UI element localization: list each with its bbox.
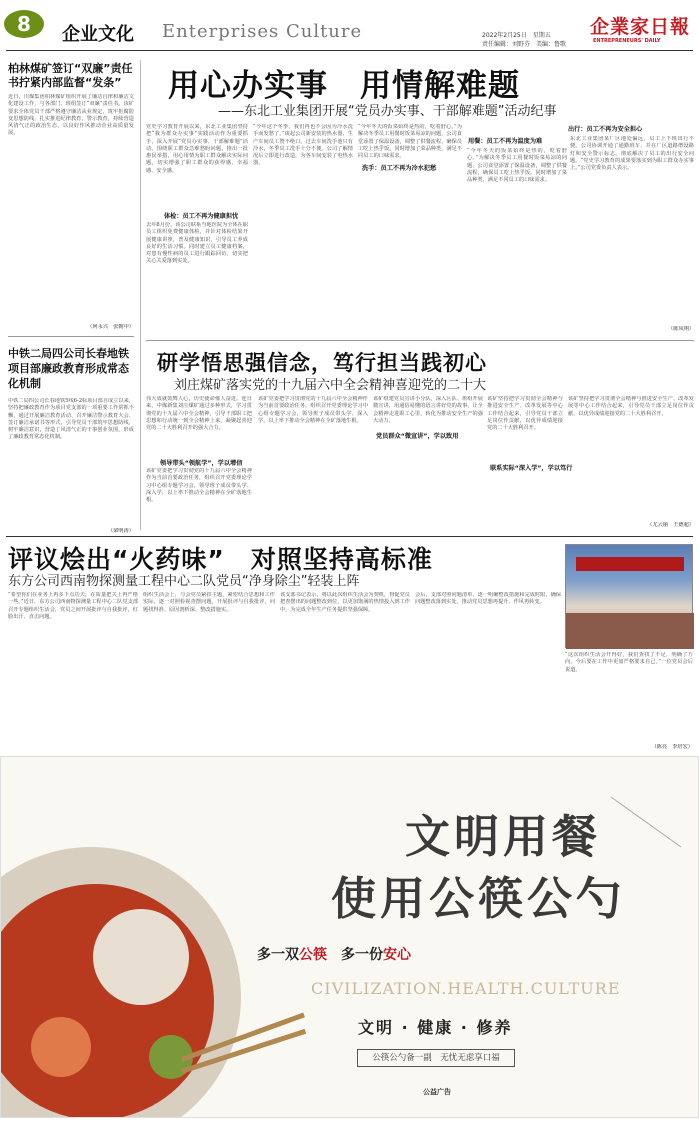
ad-slogan-c: 多一份 — [341, 947, 383, 963]
middle-byline: （尤云丽 王德超） — [647, 522, 694, 528]
lead-byline: （陈凤翔） — [668, 326, 694, 332]
meeting-photo — [565, 544, 693, 648]
story2-title: 中铁二局四公司长春地铁项目部廉政教育形成常态化机制 — [8, 347, 129, 390]
lead-body-col1: 党史学习教育开展以来，东北工业集团坚持把“我为群众办实事”实践活动作为重要抓手，深入开展“党员办实事、干部解难题”活动，围绕职工群众急难愁盼问题，推出一批惠民举措，用心用情为职工群众解决实际问题，切实增强了职工群众的获得感、幸福感、安全感。 — [146, 124, 248, 174]
brand-logo-en: ENTREPRENEURS' DAILY — [593, 38, 661, 44]
lead-body-col6: 东北工业集团某厂区地处偏远，员工上下班出行不便。公司协调开通了通勤班车，并在厂区道路增设路灯和安全警示标志，彻底解决了员工的出行安全问题。“党史学习教育的成果要落实到为职工群众办实事上。”公司党委负责人表示。 — [570, 136, 694, 172]
lead-title: 用心办实事 用情解难题 — [168, 68, 520, 104]
ad-headline-2: 使用公筷公勺 — [330, 872, 625, 925]
middle-subtitle: 刘庄煤矿落实党的十九届六中全会精神喜迎党的二十大 — [174, 378, 487, 393]
middle-body-col4: 该矿坚持把学习贯彻全会精神与推进安全生产、改革发展等中心工作结合起来，引导党员干部立足岗位作贡献，以优异成绩迎接党的二十大胜利召开。 — [487, 396, 563, 432]
divider — [8, 336, 134, 337]
ad-slogan-a: 多一双 — [257, 947, 299, 963]
lead-body-col3: “今年这个冬季，我们再也不会因为冷水洗手而发愁了。”谈起公司新安装的热水器，生产车间员工赞不绝口。过去车间洗手池只有冷水，冬季员工洗手十分不便。公司了解情况后立即进行改造，为各车间安装了电热水器。 — [253, 124, 353, 167]
public-service-ad — [0, 756, 699, 1118]
bubble-deco — [611, 797, 681, 847]
story2-byline: （梁明涛） — [108, 528, 134, 534]
bottom-body-col3: 该支部书记表示，将以此次组织生活会为契机，督促党员把查摆出的问题整改到位，以更加饱满的热情投入到工作中，为完成全年生产任务提供坚强保障。 — [280, 592, 410, 613]
middle-body-col2: 该矿党委把学习贯彻党的十九届六中全会精神作为当前首要政治任务，组织召开党委理论学习中心组专题学习会，领导班子成员带头学、深入学，以上率下推动全会精神在全矿落地生根。 — [258, 396, 368, 424]
divider — [146, 340, 694, 341]
editor-credit: 责任编辑：刘野芬 美编：鲁歌 — [482, 41, 567, 48]
lead-kicker-2: 洗手：员工不再为冷水犯愁 — [362, 165, 437, 172]
bottom-body-col1: “希望你们在业务上再多下点功夫，在质量把关上再严格一些。”近日，东方公司西南物探测量工程中心二队党支部召开专题组织生活会，党员之间开展批评与自我批评，红脸出汗、直击问题。 — [8, 592, 138, 620]
story1-byline: （何永兴 张朝中） — [87, 324, 134, 330]
photo-banner — [576, 557, 684, 571]
issue-date: 2022年2月25日 星期五 — [482, 32, 551, 39]
ad-slogan-b: 公筷 — [299, 947, 327, 963]
ad-tagline-box: 公筷公勺备一副 无忧无虑享口福 — [357, 1049, 515, 1067]
lead-body-col4: “今年冬天的饭菜始终是热的，吃着舒心。”为解决冬季员工用餐时饭菜易凉的问题，公司食堂添置了保温设备，调整了供餐流程，确保员工吃上热乎饭。同时增加了菜品种类，满足不同员工的口味需求。 — [358, 124, 462, 160]
bottom-body-col5: “这次组织生活会开得好，我们查找了不足，明确了方向，今后要在工作中更加严格要求自己。”一位党员会后说道。 — [565, 652, 693, 673]
story1-body: 近日，川煤集团柏林煤矿组织开展了廉洁自律和廉洁文化建设工作，与各部门、班组签订“双廉”责任书。该矿要求全体党员干部严格遵守廉洁从业规定，筑牢拒腐防变思想防线，扎实推进纪律教育、警示教育，持续营造风清气正的政治生态，以良好作风推动企业高质量发展。 — [8, 94, 134, 137]
photo-table — [566, 613, 694, 649]
food-slice — [31, 1017, 91, 1077]
ad-footer-label: 公益广告 — [423, 1088, 451, 1096]
ad-headline-1: 文明用餐 — [404, 810, 601, 863]
bottom-byline: （陈亮 李培宏） — [651, 744, 693, 750]
lead-body-col2: 去年8月份，该公司联系当地医院为全体在职员工组织免费健康体检，并针对体检结果开展健康讲座，普及健康知识，引导员工养成良好的生活习惯。同时建立员工健康档案，对患有慢性病的员工进行跟踪回访，切实把关心关爱落到实处。 — [146, 222, 248, 265]
middle-kicker-1: 领导带头“领航学”，学以增信 — [160, 460, 243, 467]
lead-kicker-1: 体检：员工不再为健康担忧 — [164, 213, 239, 220]
lead-body-col5: “今年冬天的饭菜始终是热的，吃着舒心。”为解决冬季员工用餐时饭菜易凉的问题，公司食堂添置了保温设备，调整了供餐流程，确保员工吃上热乎饭。同时增加了菜品种类，满足不同员工的口味需求。 — [467, 148, 567, 184]
ad-slogan — [257, 944, 411, 964]
bottom-body-col2: 组织生活会上，与会党员紧扣主题，紧密结合思想和工作实际，逐一对照检视查摆问题，开展批评与自我批评，问题找得准、原因剖析深、整改措施实。 — [143, 592, 275, 613]
story1-title: 柏林煤矿签订“双廉”责任书拧紧内部监督“发条” — [8, 62, 133, 89]
ad-values: 文明 · 健康 · 修养 — [358, 1018, 513, 1037]
brand-logo: 企業家日報 — [590, 16, 691, 38]
page-number-badge: 8 — [4, 10, 44, 38]
middle-body-col1b: 该矿党委把学习贯彻党的十九届六中全会精神作为当前首要政治任务，组织召开党委理论学习中心组专题学习会，领导班子成员带头学、深入学，以上率下推动全会精神在全矿落地生根。 — [146, 468, 252, 504]
column-divider — [140, 60, 141, 530]
middle-body-col1: 伟大成就鼓舞人心，历史使命催人奋进。连日来，中煤新集刘庄煤矿通过多种形式，学习贯彻党的十九届六中全会精神，引导干部职工把思想和行动统一到全会精神上来，凝聚起喜迎党的二十大胜利召开的强大合力。 — [146, 396, 252, 432]
middle-body-col5: 该矿坚持把学习贯彻全会精神与推进安全生产、改革发展等中心工作结合起来，引导党员干部立足岗位作贡献，以优异成绩迎接党的二十大胜利召开。 — [568, 396, 694, 417]
bottom-subtitle: 东方公司西南物探测量工程中心二队党员“净身除尘”轻装上阵 — [8, 574, 360, 589]
bottom-title: 评议烩出“火药味” 对照坚持高标准 — [8, 545, 433, 574]
ad-slogan-d: 安心 — [383, 947, 411, 963]
lead-kicker-3: 用餐：员工不再为温度为难 — [468, 138, 543, 145]
story2-body: 中铁二局四公司长春地铁5线6-2标项目部自成立以来，坚持把廉政教育作为项目党支部的一项重要工作常抓不懈，通过开展廉洁教育活动、召开廉洁警示教育大会、签订廉洁承诺书等形式，引导党员干部筑牢思想防线，树牢廉洁意识，营造了风清气正的干事创业氛围，形成了廉政教育常态化机制。 — [8, 398, 134, 441]
bottom-body-col4: 会后，支部对照问题清单，逐一明确整改措施和完成时限，确保问题整改落到实处，推动党员思想再提升、作风再转变。 — [415, 592, 561, 606]
lead-kicker-4: 出行：员工不再为安全担心 — [568, 126, 643, 133]
section-title: 企业文化 — [62, 24, 134, 45]
middle-kicker-3: 联系实际“深入学”，学以笃行 — [490, 465, 573, 472]
lead-subtitle: ——东北工业集团开展“党员办实事、干部解难题”活动纪事 — [218, 104, 557, 119]
middle-kicker-2: 党员群众“微宣讲”，学以致用 — [376, 433, 459, 440]
middle-body-col3: 该矿组建党员宣讲小分队，深入区队、班组开展微宣讲，用通俗易懂的语言讲好党的故事，让全会精神走进职工心里，转化为推动安全生产的强大动力。 — [373, 396, 483, 424]
ad-english-line: CIVILIZATION.HEALTH.CULTURE — [311, 979, 621, 998]
divider — [6, 536, 693, 537]
header-rule — [6, 50, 693, 51]
middle-title: 研学悟思强信念，笃行担当践初心 — [157, 351, 487, 375]
section-title-en: Enterprises Culture — [162, 21, 363, 42]
